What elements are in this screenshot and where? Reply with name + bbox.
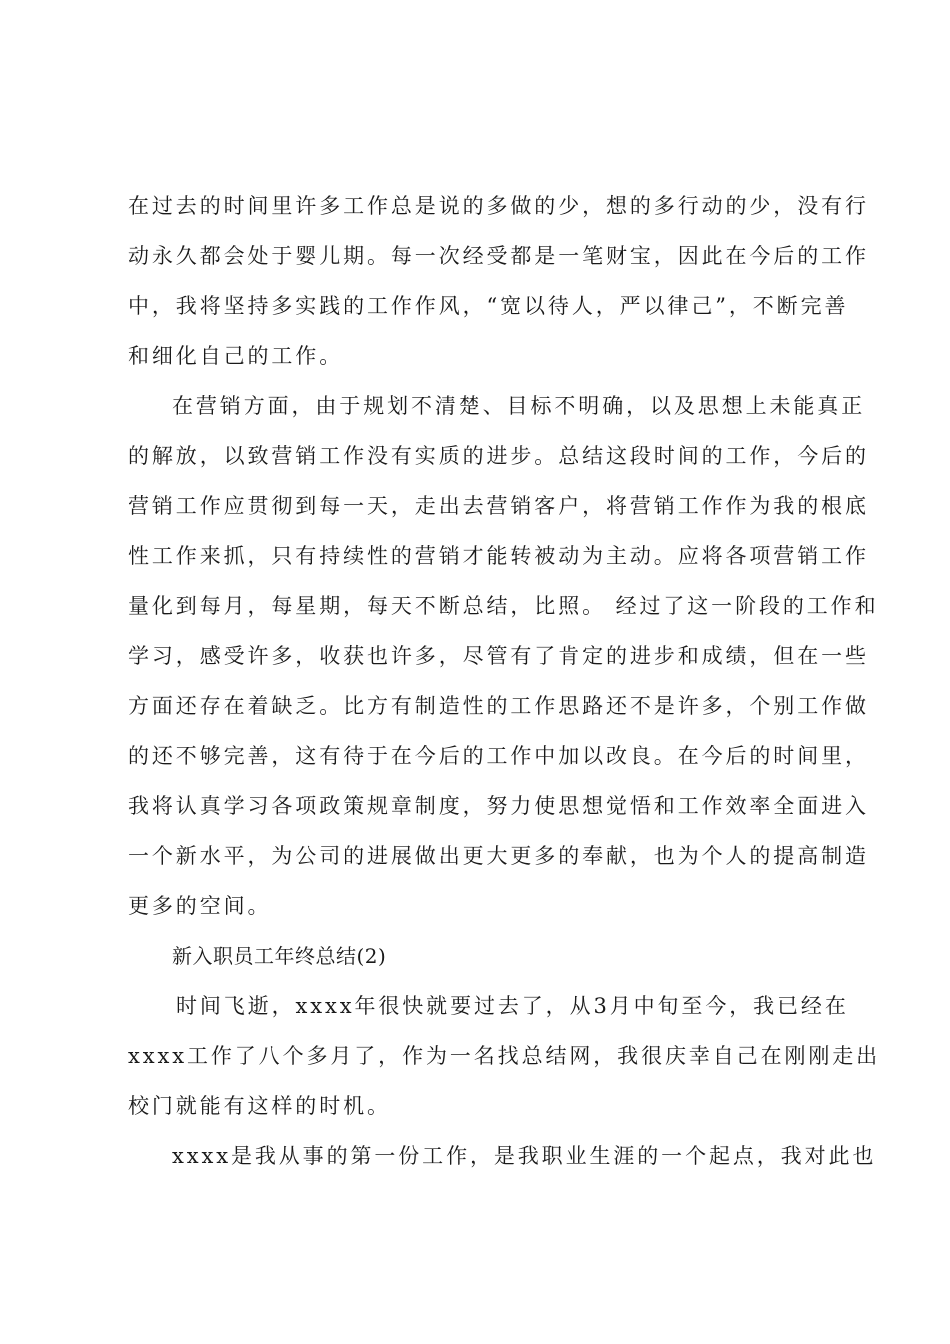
paragraph-line: 的解放，以致营销工作没有实质的进步。总结这段时间的工作，今后的 — [128, 444, 869, 468]
paragraph-line: 的还不够完善，这有待于在今后的工作中加以改良。在今后的时间里， — [128, 744, 869, 768]
paragraph-line: xxxx工作了八个多月了，作为一名找总结网，我很庆幸自己在刚刚走出 — [128, 1044, 881, 1068]
paragraph-line: 营销工作应贯彻到每一天，走出去营销客户，将营销工作作为我的根底 — [128, 494, 869, 518]
paragraph-line: 我将认真学习各项政策规章制度，努力使思想觉悟和工作效率全面进入 — [128, 794, 869, 818]
paragraph-line: 性工作来抓，只有持续性的营销才能转被动为主动。应将各项营销工作 — [128, 544, 869, 568]
section-heading: 新入职员工年终总结(2) — [172, 944, 387, 968]
paragraph-line: 在过去的时间里许多工作总是说的多做的少，想的多行动的少，没有行 — [128, 194, 869, 218]
paragraph-line: 方面还存在着缺乏。比方有制造性的工作思路还不是许多，个别工作做 — [128, 694, 869, 718]
paragraph-line: 校门就能有这样的时机。 — [128, 1094, 391, 1118]
paragraph-line: 时间飞逝，xxxx年很快就要过去了，从3月中旬至今，我已经在 — [176, 994, 849, 1018]
paragraph-line: 中，我将坚持多实践的工作作风，“宽以待人，严以律己”，不断完善 — [128, 294, 849, 318]
paragraph-line: 量化到每月，每星期，每天不断总结，比照。 经过了这一阶段的工作和 — [128, 594, 879, 618]
paragraph-line: 在营销方面，由于规划不清楚、目标不明确，以及思想上未能真正 — [172, 394, 866, 418]
paragraph-line: 学习，感受许多，收获也许多，尽管有了肯定的进步和成绩，但在一些 — [128, 644, 869, 668]
paragraph-line: 和细化自己的工作。 — [128, 344, 344, 368]
paragraph-line: 一个新水平，为公司的进展做出更大更多的奉献，也为个人的提高制造 — [128, 844, 869, 868]
paragraph-line: xxxx是我从事的第一份工作，是我职业生涯的一个起点，我对此也 — [172, 1144, 877, 1168]
paragraph-line: 更多的空间。 — [128, 894, 272, 918]
paragraph-line: 动永久都会处于婴儿期。每一次经受都是一笔财宝，因此在今后的工作 — [128, 244, 869, 268]
